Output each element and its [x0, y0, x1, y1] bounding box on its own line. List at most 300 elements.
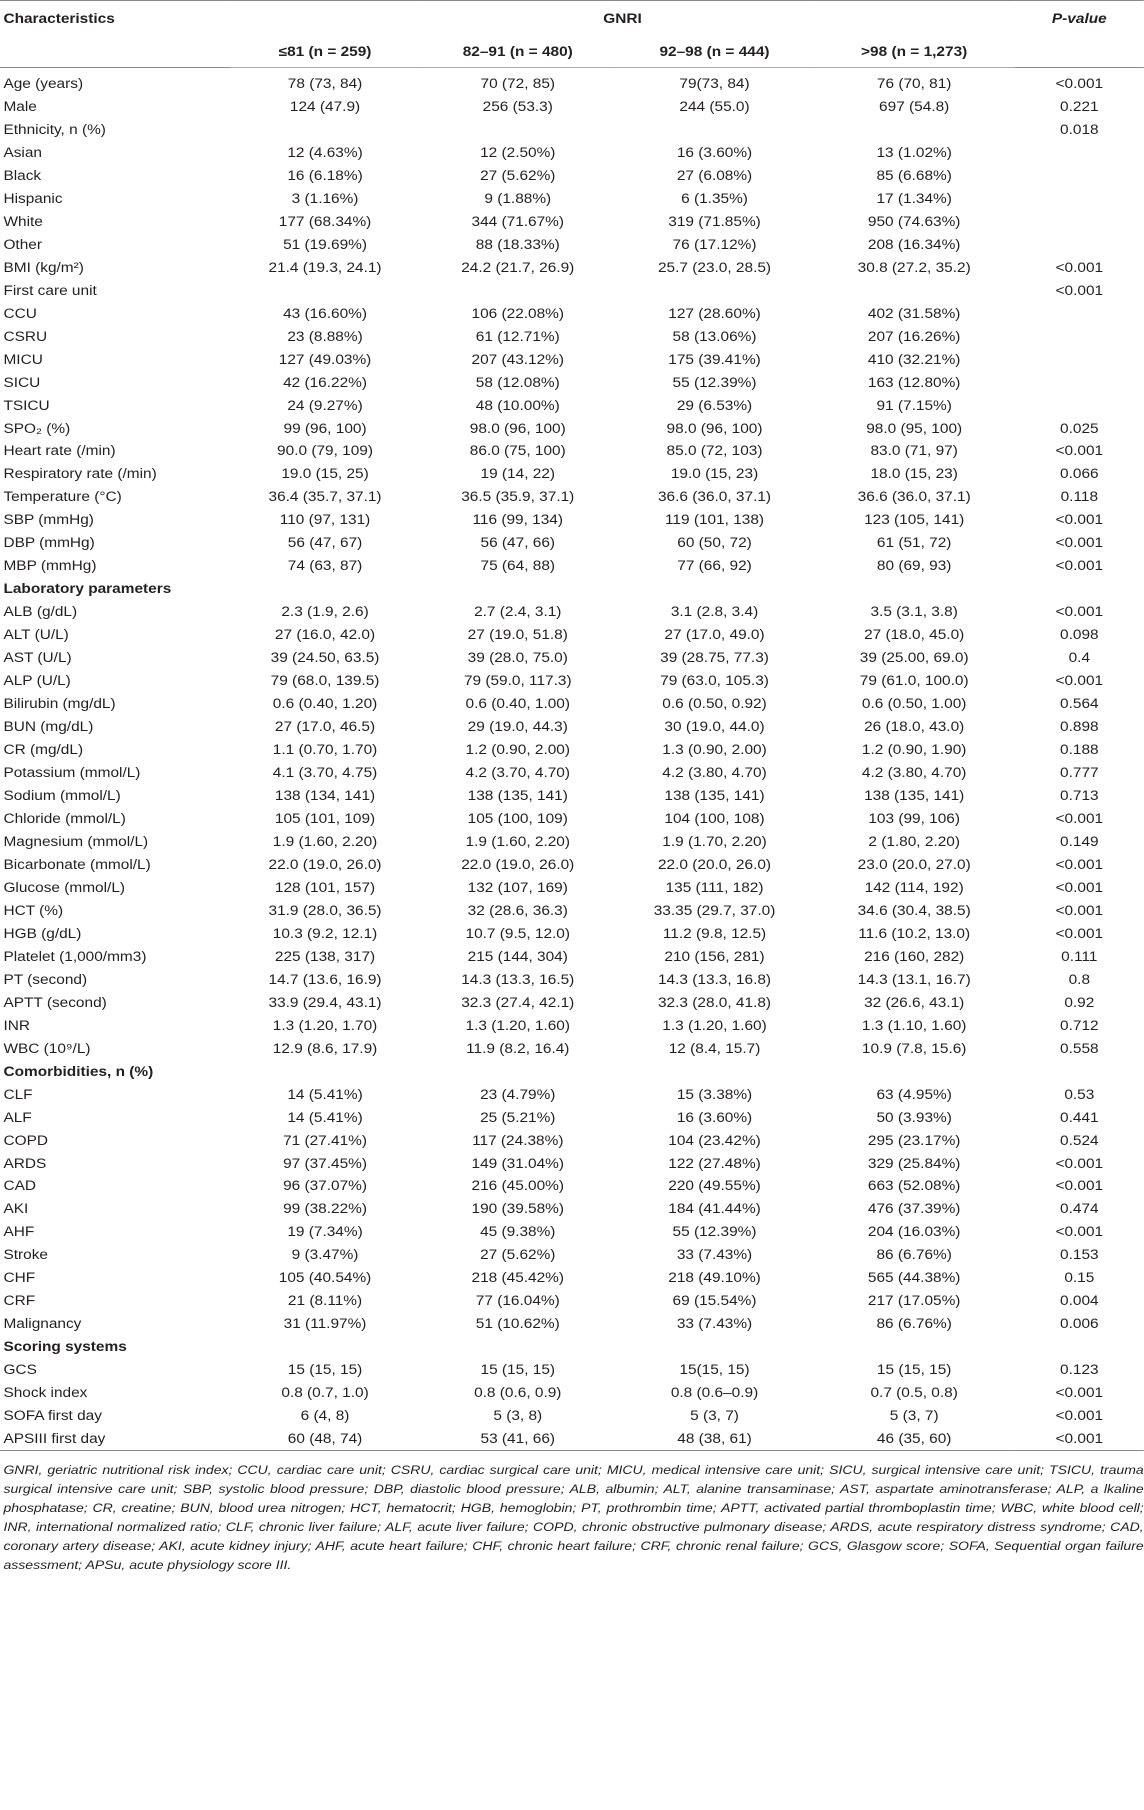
section-label: Laboratory parameters — [3, 581, 172, 597]
gnri-value-cell: 96 (37.07%) — [283, 1178, 368, 1194]
table-row — [0, 164, 1144, 187]
table-row — [0, 853, 1144, 876]
gnri-value-cell: 163 (12.80%) — [867, 374, 961, 390]
pvalue-cell: 0.92 — [1064, 994, 1095, 1010]
row-label: AKI — [3, 1201, 29, 1217]
table-row — [0, 1358, 1144, 1381]
gnri-value-cell: 12 (4.63%) — [287, 144, 363, 160]
gnri-value-cell: 30 (19.0, 44.0) — [664, 719, 765, 735]
pvalue-cell — [1015, 141, 1144, 164]
table-row — [0, 1312, 1144, 1335]
gnri-value-cell: 58 (12.08%) — [475, 374, 560, 390]
header-spacer — [0, 35, 230, 68]
gnri-value-cell — [616, 118, 814, 141]
pvalue-cell: 0.8 — [1068, 971, 1091, 987]
gnri-value-cell: 4.2 (3.80, 4.70) — [861, 765, 967, 781]
gnri-value-cell: 5 (3, 8) — [493, 1408, 543, 1424]
gnri-value-cell: 32.3 (27.4, 42.1) — [461, 994, 575, 1010]
gnri-value-cell: 14 (5.41%) — [287, 1086, 363, 1102]
gnri-value-cell — [813, 279, 1014, 302]
gnri-value-cell: 476 (37.39%) — [867, 1201, 961, 1217]
pvalue-cell — [1015, 577, 1144, 600]
gnri-value-cell: 36.4 (35.7, 37.1) — [268, 489, 382, 505]
pvalue-cell: 0.004 — [1060, 1293, 1099, 1309]
gnri-value-cell: 295 (23.17%) — [867, 1132, 961, 1148]
table-header — [0, 1, 1144, 68]
row-label: Heart rate (/min) — [3, 443, 116, 459]
gnri-value-cell: 215 (144, 304) — [467, 948, 568, 964]
gnri-column-header: ≤81 (n = 259) — [230, 35, 420, 68]
gnri-value-cell — [230, 577, 420, 600]
gnri-value-cell: 138 (135, 141) — [864, 788, 965, 804]
pvalue-cell: 0.018 — [1060, 121, 1099, 137]
gnri-value-cell: 50 (3.93%) — [876, 1109, 952, 1125]
gnri-value-cell: 86 (6.76%) — [876, 1316, 952, 1332]
row-label: BUN (mg/dL) — [3, 719, 94, 735]
table-row — [0, 371, 1144, 394]
gnri-value-cell: 39 (24.50, 63.5) — [270, 650, 380, 666]
gnri-value-cell: 80 (69, 93) — [876, 558, 952, 574]
table-row — [0, 554, 1144, 577]
row-label: SPO₂ (%) — [3, 420, 71, 436]
gnri-value-cell: 10.3 (9.2, 12.1) — [272, 925, 378, 941]
gnri-value-cell: 79 (68.0, 139.5) — [270, 673, 380, 689]
gnri-value-cell: 43 (16.60%) — [283, 305, 368, 321]
pvalue-cell: 0.123 — [1060, 1362, 1099, 1378]
row-label: MBP (mmHg) — [3, 558, 97, 574]
gnri-value-cell: 565 (44.38%) — [867, 1270, 961, 1286]
gnri-value-cell: 0.8 (0.6, 0.9) — [474, 1385, 562, 1401]
gnri-value-cell: 48 (38, 61) — [616, 1427, 814, 1450]
table-row — [0, 302, 1144, 325]
pvalue-cell: <0.001 — [1055, 1224, 1104, 1240]
table-row — [0, 508, 1144, 531]
gnri-value-cell: 27 (16.0, 42.0) — [274, 627, 376, 643]
pvalue-cell: <0.001 — [1055, 558, 1104, 574]
pvalue-cell: <0.001 — [1055, 282, 1104, 298]
pvalue-header: P-value — [1051, 10, 1107, 26]
gnri-value-cell: 79 (63.0, 105.3) — [660, 673, 769, 689]
gnri-value-cell: 83.0 (71, 97) — [870, 443, 958, 459]
row-label: AST (U/L) — [3, 650, 72, 666]
table-row — [0, 394, 1144, 417]
gnri-value-cell: 135 (111, 182) — [665, 879, 764, 895]
pvalue-cell — [1015, 394, 1144, 417]
gnri-value-cell: 1.2 (0.90, 2.00) — [465, 742, 571, 758]
gnri-value-cell: 18.0 (15, 23) — [870, 466, 958, 482]
pvalue-cell: 0.713 — [1060, 788, 1099, 804]
gnri-value-cell: 1.2 (0.90, 1.90) — [861, 742, 967, 758]
gnri-value-cell: 51 (19.69%) — [283, 236, 368, 252]
row-label: WBC (10⁹/L) — [3, 1040, 91, 1056]
gnri-value-cell: 4.2 (3.80, 4.70) — [662, 765, 767, 781]
gnri-value-cell: 3.1 (2.8, 3.4) — [670, 604, 759, 620]
row-label: COPD — [3, 1132, 48, 1148]
gnri-value-cell: 63 (4.95%) — [876, 1086, 952, 1102]
gnri-value-cell: 32 (28.6, 36.3) — [467, 902, 568, 918]
pvalue-cell: 0.777 — [1060, 765, 1099, 781]
section-row — [0, 1060, 1144, 1083]
gnri-value-cell: 138 (135, 141) — [664, 788, 765, 804]
row-label: GCS — [3, 1362, 37, 1378]
pvalue-cell: 0.53 — [1064, 1086, 1095, 1102]
gnri-value-cell: 86.0 (75, 100) — [469, 443, 566, 459]
row-label: ALT (U/L) — [3, 627, 69, 643]
table-row — [0, 1220, 1144, 1243]
row-label: Chloride (mmol/L) — [3, 810, 126, 826]
row-label: SBP (mmHg) — [3, 512, 94, 528]
gnri-value-cell: 116 (99, 134) — [472, 512, 564, 528]
table-row — [0, 807, 1144, 830]
pvalue-cell: 0.153 — [1060, 1247, 1099, 1263]
gnri-value-cell: 124 (47.9) — [289, 98, 361, 114]
pvalue-cell — [1015, 187, 1144, 210]
gnri-value-cell: 85.0 (72, 103) — [666, 443, 763, 459]
gnri-value-cell: 10.7 (9.5, 12.0) — [465, 925, 571, 941]
gnri-value-cell: 105 (101, 109) — [274, 810, 376, 826]
gnri-value-cell: 42 (16.22%) — [283, 374, 368, 390]
gnri-value-cell — [616, 1335, 814, 1358]
gnri-value-cell: 0.7 (0.5, 0.8) — [870, 1385, 958, 1401]
gnri-value-cell: 32.3 (28.0, 41.8) — [657, 994, 772, 1010]
gnri-value-cell: 950 (74.63%) — [867, 213, 961, 229]
pvalue-cell: 0.15 — [1064, 1270, 1095, 1286]
header-spacer — [1015, 35, 1144, 68]
gnri-value-cell: 4.2 (3.70, 4.70) — [465, 765, 571, 781]
gnri-value-cell: 23 (4.79%) — [480, 1086, 556, 1102]
pvalue-cell: <0.001 — [1055, 902, 1104, 918]
pvalue-cell: <0.001 — [1055, 1178, 1104, 1194]
table-row — [0, 991, 1144, 1014]
table-row — [0, 187, 1144, 210]
gnri-value-cell: 27 (6.08%) — [676, 167, 753, 183]
table-row — [0, 1037, 1144, 1060]
gnri-value-cell: 0.6 (0.50, 1.00) — [861, 696, 967, 712]
pvalue-cell: 0.4 — [1068, 650, 1091, 666]
row-label: CSRU — [3, 328, 48, 344]
row-label: CHF — [3, 1270, 36, 1286]
gnri-value-cell: 1.3 (1.10, 1.60) — [861, 1017, 967, 1033]
gnri-value-cell: 207 (16.26%) — [867, 328, 961, 344]
gnri-value-cell: 30.8 (27.2, 35.2) — [857, 259, 971, 275]
table-row — [0, 784, 1144, 807]
gnri-value-cell: 256 (53.3) — [482, 98, 553, 114]
gnri-value-cell: 22.0 (20.0, 26.0) — [657, 856, 772, 872]
gnri-value-cell: 98.0 (96, 100) — [469, 420, 566, 436]
gnri-value-cell: 410 (32.21%) — [867, 351, 961, 367]
table-footnote: GNRI, geriatric nutritional risk index; CCU, cardiac care unit; CSRU, cardiac surgical care unit; MICU, medical intensive care unit; SICU, surgical intensive care unit; TSICU, trauma surgical intensive care unit; SBP, systolic blood pressure; DBP, diastolic blood pressure; ALB, albumin; ALT, alanine transaminase; AST, aspartate aminotransferase; ALP, a lkaline phosphatase; CR, creatine; BUN, blood urea nitrogen; HCT, hematocrit; HGB, hemoglobin; PT, prothrombin time; APTT, activated partial thromboplastin time; WBC, white blood cell; INR, international normalized ratio; CLF, chronic liver failure; ALF, acute liver failure; COPD, chronic obstructive pulmonary disease; ARDS, acute respiratory distress syndrome; CAD, coronary artery disease; AKI, acute kidney injury; AHF, acute heart failure; CHF, chronic heart failure; CRF, chronic renal failure; GCS, Glasgow score; SOFA, Sequential organ failure assessment; APSu, acute physiology score III. — [3, 1463, 1144, 1573]
gnri-column-header: 82–91 (n = 480) — [420, 35, 616, 68]
table-row — [0, 1427, 1144, 1450]
gnri-value-cell: 36.6 (36.0, 37.1) — [857, 489, 971, 505]
gnri-value-cell: 15(15, 15) — [679, 1362, 750, 1378]
table-row — [0, 485, 1144, 508]
gnri-value-cell: 24 (9.27%) — [287, 397, 363, 413]
gnri-value-cell: 31.9 (28.0, 36.5) — [268, 902, 382, 918]
table-row — [0, 738, 1144, 761]
section-label: Scoring systems — [3, 1339, 127, 1355]
gnri-value-cell: 12.9 (8.6, 17.9) — [272, 1040, 378, 1056]
gnri-value-cell: 1.3 (1.20, 1.60) — [662, 1017, 767, 1033]
gnri-value-cell: 329 (25.84%) — [867, 1155, 961, 1171]
table-row — [0, 945, 1144, 968]
gnri-value-cell: 0.6 (0.40, 1.00) — [465, 696, 571, 712]
table-row — [0, 417, 1144, 440]
table-row — [0, 899, 1144, 922]
row-label: Shock index — [3, 1385, 88, 1401]
gnri-value-cell: 1.3 (0.90, 2.00) — [662, 742, 767, 758]
table-row — [0, 1175, 1144, 1198]
gnri-value-cell: 99 (38.22%) — [283, 1201, 368, 1217]
row-label: SOFA first day — [3, 1408, 102, 1424]
table-row — [0, 256, 1144, 279]
pvalue-cell: 0.188 — [1060, 742, 1099, 758]
gnri-value-cell: 208 (16.34%) — [867, 236, 961, 252]
gnri-value-cell: 117 (24.38%) — [472, 1132, 564, 1148]
gnri-value-cell: 88 (18.33%) — [475, 236, 560, 252]
gnri-value-cell: 110 (97, 131) — [279, 512, 371, 528]
row-label: Asian — [3, 144, 42, 160]
gnri-value-cell: 23.0 (20.0, 27.0) — [857, 856, 971, 872]
gnri-value-cell: 27 (19.0, 51.8) — [467, 627, 568, 643]
gnri-value-cell: 4.1 (3.70, 4.75) — [272, 765, 378, 781]
section-row — [0, 577, 1144, 600]
gnri-value-cell: 14.7 (13.6, 16.9) — [268, 971, 382, 987]
table-row — [0, 233, 1144, 256]
gnri-value-cell: 220 (49.55%) — [668, 1178, 761, 1194]
row-label: White — [3, 213, 43, 229]
gnri-value-cell: 36.5 (35.9, 37.1) — [461, 489, 575, 505]
gnri-value-cell: 55 (12.39%) — [672, 1224, 757, 1240]
pvalue-cell: <0.001 — [1055, 925, 1104, 941]
gnri-value-cell: 15 (15, 15) — [287, 1362, 363, 1378]
gnri-value-cell: 9 (1.88%) — [484, 190, 552, 206]
gnri-value-cell: 225 (138, 317) — [274, 948, 376, 964]
gnri-value-cell — [813, 1060, 1014, 1083]
row-label: Glucose (mmol/L) — [3, 879, 126, 895]
gnri-value-cell — [813, 1335, 1014, 1358]
gnri-value-cell: 5 (3, 7) — [889, 1408, 939, 1424]
row-label: Platelet (1,000/mm3) — [3, 948, 147, 964]
row-label: CLF — [3, 1086, 33, 1102]
gnri-value-cell: 104 (23.42%) — [668, 1132, 761, 1148]
table-row — [0, 876, 1144, 899]
pvalue-cell: 0.221 — [1060, 98, 1099, 114]
gnri-value-cell: 61 (51, 72) — [876, 535, 952, 551]
table-row — [0, 279, 1144, 302]
gnri-value-cell: 29 (6.53%) — [676, 397, 753, 413]
pvalue-cell: 0.558 — [1060, 1040, 1099, 1056]
gnri-value-cell: 5 (3, 7) — [690, 1408, 739, 1424]
gnri-value-cell: 26 (18.0, 43.0) — [864, 719, 965, 735]
gnri-value-cell: 11.2 (9.8, 12.5) — [662, 925, 767, 941]
row-label: PT (second) — [3, 971, 88, 987]
gnri-value-cell: 216 (160, 282) — [864, 948, 965, 964]
gnri-value-cell: 105 (40.54%) — [278, 1270, 372, 1286]
gnri-value-cell: 22.0 (19.0, 26.0) — [268, 856, 382, 872]
gnri-value-cell: 1.1 (0.70, 1.70) — [272, 742, 378, 758]
gnri-value-cell: 76 (70, 81) — [876, 75, 952, 91]
gnri-value-cell: 216 (45.00%) — [471, 1178, 565, 1194]
gnri-value-cell: 58 (13.06%) — [672, 328, 757, 344]
pvalue-cell: <0.001 — [1055, 259, 1104, 275]
gnri-value-cell: 15 (15, 15) — [876, 1362, 952, 1378]
table-row — [0, 118, 1144, 141]
gnri-value-cell: 19 (14, 22) — [480, 466, 556, 482]
gnri-value-cell: 27 (17.0, 49.0) — [664, 627, 765, 643]
gnri-column-header: 92–98 (n = 444) — [616, 35, 814, 68]
pvalue-cell — [1015, 164, 1144, 187]
gnri-value-cell: 79(73, 84) — [679, 75, 750, 91]
gnri-value-cell: 76 (17.12%) — [672, 236, 757, 252]
gnri-value-cell: 14.3 (13.3, 16.8) — [657, 971, 772, 987]
gnri-value-cell: 25 (5.21%) — [480, 1109, 556, 1125]
gnri-value-cell: 19.0 (15, 25) — [281, 466, 369, 482]
row-label: ALF — [3, 1109, 32, 1125]
gnri-value-cell: 46 (35, 60) — [813, 1427, 1014, 1450]
gnri-value-cell: 97 (37.45%) — [283, 1155, 368, 1171]
gnri-value-cell: 70 (72, 85) — [480, 75, 556, 91]
gnri-value-cell: 12 (8.4, 15.7) — [668, 1040, 761, 1056]
gnri-value-cell: 39 (28.0, 75.0) — [467, 650, 568, 666]
gnri-value-cell: 663 (52.08%) — [867, 1178, 961, 1194]
gnri-value-cell: 175 (39.41%) — [668, 351, 761, 367]
gnri-value-cell: 79 (61.0, 100.0) — [859, 673, 969, 689]
gnri-value-cell: 402 (31.58%) — [867, 305, 961, 321]
gnri-value-cell: 31 (11.97%) — [283, 1316, 367, 1332]
row-label: Potassium (mmol/L) — [3, 765, 141, 781]
pvalue-cell: 0.441 — [1060, 1109, 1099, 1125]
gnri-value-cell: 9 (3.47%) — [291, 1247, 359, 1263]
gnri-value-cell — [230, 118, 420, 141]
row-label: Bilirubin (mg/dL) — [3, 696, 116, 712]
gnri-value-cell: 132 (107, 169) — [467, 879, 568, 895]
gnri-value-cell: 12 (2.50%) — [480, 144, 556, 160]
gnri-value-cell: 56 (47, 66) — [480, 535, 556, 551]
gnri-value-cell: 19.0 (15, 23) — [670, 466, 759, 482]
gnri-value-cell: 0.8 (0.7, 1.0) — [281, 1385, 369, 1401]
gnri-value-cell: 27 (5.62%) — [480, 1247, 556, 1263]
gnri-value-cell: 207 (43.12%) — [471, 351, 565, 367]
table-row — [0, 715, 1144, 738]
gnri-value-cell: 149 (31.04%) — [471, 1155, 565, 1171]
gnri-value-cell: 27 (5.62%) — [480, 167, 556, 183]
gnri-value-cell: 697 (54.8) — [879, 98, 950, 114]
row-label: Respiratory rate (/min) — [3, 466, 157, 482]
pvalue-cell: 0.066 — [1060, 466, 1099, 482]
pvalue-cell: 0.564 — [1060, 696, 1099, 712]
pvalue-cell — [1015, 325, 1144, 348]
gnri-value-cell — [813, 118, 1014, 141]
pvalue-cell: 0.111 — [1061, 948, 1098, 964]
gnri-value-cell — [813, 577, 1014, 600]
row-label: Age (years) — [3, 75, 84, 91]
gnri-value-cell — [230, 1335, 420, 1358]
table-row — [0, 1152, 1144, 1175]
gnri-value-cell: 218 (49.10%) — [668, 1270, 761, 1286]
pvalue-cell: <0.001 — [1055, 1408, 1104, 1424]
gnri-value-cell: 16 (3.60%) — [676, 1109, 753, 1125]
gnri-value-cell: 105 (100, 109) — [467, 810, 568, 826]
table-row — [0, 623, 1144, 646]
table-row — [0, 1129, 1144, 1152]
gnri-value-cell: 23 (8.88%) — [287, 328, 363, 344]
table-row — [0, 1014, 1144, 1037]
gnri-value-cell: 0.8 (0.6–0.9) — [670, 1385, 759, 1401]
table-row — [0, 1381, 1144, 1404]
pvalue-cell: <0.001 — [1055, 673, 1104, 689]
gnri-value-cell: 86 (6.76%) — [876, 1247, 952, 1263]
gnri-value-cell: 1.3 (1.20, 1.60) — [465, 1017, 571, 1033]
gnri-value-cell: 48 (10.00%) — [475, 397, 560, 413]
gnri-value-cell: 36.6 (36.0, 37.1) — [657, 489, 772, 505]
gnri-value-cell — [420, 577, 616, 600]
table-row — [0, 1197, 1144, 1220]
gnri-value-cell: 53 (41, 66) — [420, 1427, 616, 1450]
gnri-value-cell: 27 (17.0, 46.5) — [274, 719, 376, 735]
row-label: Hispanic — [3, 190, 63, 206]
gnri-value-cell: 24.2 (21.7, 26.9) — [461, 259, 575, 275]
gnri-value-cell: 25.7 (23.0, 28.5) — [657, 259, 772, 275]
section-label: Comorbidities, n (%) — [3, 1063, 154, 1079]
pvalue-cell — [1015, 210, 1144, 233]
table-row — [0, 1106, 1144, 1129]
gnri-value-cell: 6 (4, 8) — [300, 1408, 350, 1424]
row-label: Malignancy — [3, 1316, 82, 1332]
table-row — [0, 1289, 1144, 1312]
row-label: Other — [3, 236, 42, 252]
gnri-value-cell: 138 (135, 141) — [467, 788, 568, 804]
pvalue-cell: 0.149 — [1060, 833, 1099, 849]
gnri-value-cell: 33.35 (29.7, 37.0) — [653, 902, 776, 918]
gnri-value-cell: 69 (15.54%) — [672, 1293, 757, 1309]
gnri-value-cell: 177 (68.34%) — [278, 213, 372, 229]
pvalue-cell: 0.898 — [1060, 719, 1099, 735]
gnri-value-cell — [420, 118, 616, 141]
gnri-value-cell: 77 (66, 92) — [677, 558, 752, 574]
gnri-value-cell: 3 (1.16%) — [291, 190, 359, 206]
gnri-column-header: >98 (n = 1,273) — [813, 35, 1014, 68]
pvalue-cell — [1015, 233, 1144, 256]
gnri-value-cell: 11.9 (8.2, 16.4) — [466, 1040, 570, 1056]
gnri-value-cell: 2.3 (1.9, 2.6) — [281, 604, 369, 620]
row-label: AHF — [3, 1224, 35, 1240]
gnri-value-cell: 123 (105, 141) — [864, 512, 965, 528]
row-label: Stroke — [3, 1247, 48, 1263]
gnri-value-cell: 60 (48, 74) — [230, 1427, 420, 1450]
gnri-value-cell: 55 (12.39%) — [672, 374, 757, 390]
gnri-value-cell — [616, 1060, 814, 1083]
gnri-value-cell: 14.3 (13.1, 16.7) — [857, 971, 971, 987]
gnri-value-cell: 204 (16.03%) — [867, 1224, 961, 1240]
gnri-value-cell: 106 (22.08%) — [471, 305, 565, 321]
row-label: Bicarbonate (mmol/L) — [3, 856, 151, 872]
row-label: APSIII first day — [0, 1427, 230, 1450]
row-label: APTT (second) — [3, 994, 107, 1010]
table-row — [0, 669, 1144, 692]
pvalue-cell — [1015, 302, 1144, 325]
gnri-value-cell: 34.6 (30.4, 38.5) — [857, 902, 971, 918]
gnri-value-cell: 45 (9.38%) — [480, 1224, 556, 1240]
gnri-value-cell: 33.9 (29.4, 43.1) — [268, 994, 382, 1010]
table-row — [0, 1083, 1144, 1106]
row-label: Magnesium (mmol/L) — [3, 833, 149, 849]
row-label: DBP (mmHg) — [3, 535, 95, 551]
gnri-value-cell: 138 (134, 141) — [274, 788, 376, 804]
row-label: CRF — [3, 1293, 36, 1309]
row-label: HGB (g/dL) — [3, 925, 82, 941]
gnri-value-cell: 210 (156, 281) — [664, 948, 765, 964]
